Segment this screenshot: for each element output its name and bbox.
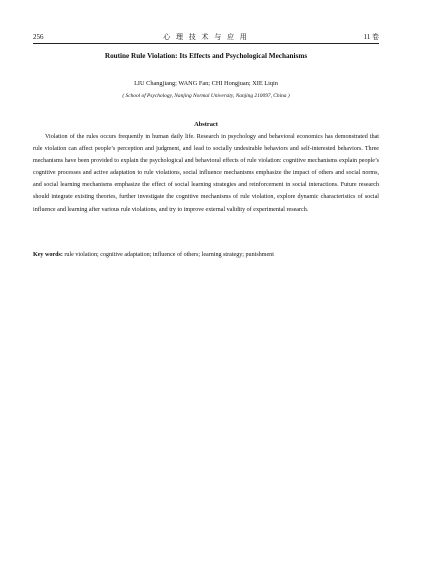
keywords-text: rule violation; cognitive adaptation; influence of others; learning strategy; punishment [62, 252, 274, 258]
keywords-line [33, 250, 379, 261]
journal-name: 心 理 技 术 与 应 用 [163, 33, 249, 41]
header-divider [33, 43, 379, 44]
author-affiliation: ( School of Psychology, Nanjing Normal University, Nanjing 210097, China ) [122, 93, 290, 99]
running-header [33, 31, 379, 43]
paper-title: Routine Rule Violation: Its Effects and Psychological Mechanisms [104, 52, 308, 60]
volume-label: 11 卷 [363, 33, 379, 41]
abstract-heading: Abstract [194, 121, 218, 128]
author-list: LIU Changjiang; WANG Fan; CHI Hongjuan; XIE Liqin [134, 80, 278, 87]
abstract-body: Violation of the rules occurs frequently in human daily life. Research in psychology and behavioral economics has demonstrated that rule violation can affect people’s perception and judgment, and lead to socially undesirable behaviors and self-interested behaviors. Three mechanisms have been provided to explain the psychological and behavioral effects of rule violation: cognitive mechanisms explain people’s cognitive processes and active adaptation to rule violations, social influence mechanisms emphasize the impact of others and social norms, and social learning mechanisms emphasize the effect of social learning strategies and reinforcement in social interactions. Future research should integrate existing theories, further investigate the cognitive mechanisms of rule violation, explore dynamic characteristics of social influence and learning after various rule violations, and try to improve external validity of experimental research. [33, 134, 379, 213]
keywords-label: Key words: [33, 252, 63, 258]
page-number: 256 [33, 33, 44, 41]
